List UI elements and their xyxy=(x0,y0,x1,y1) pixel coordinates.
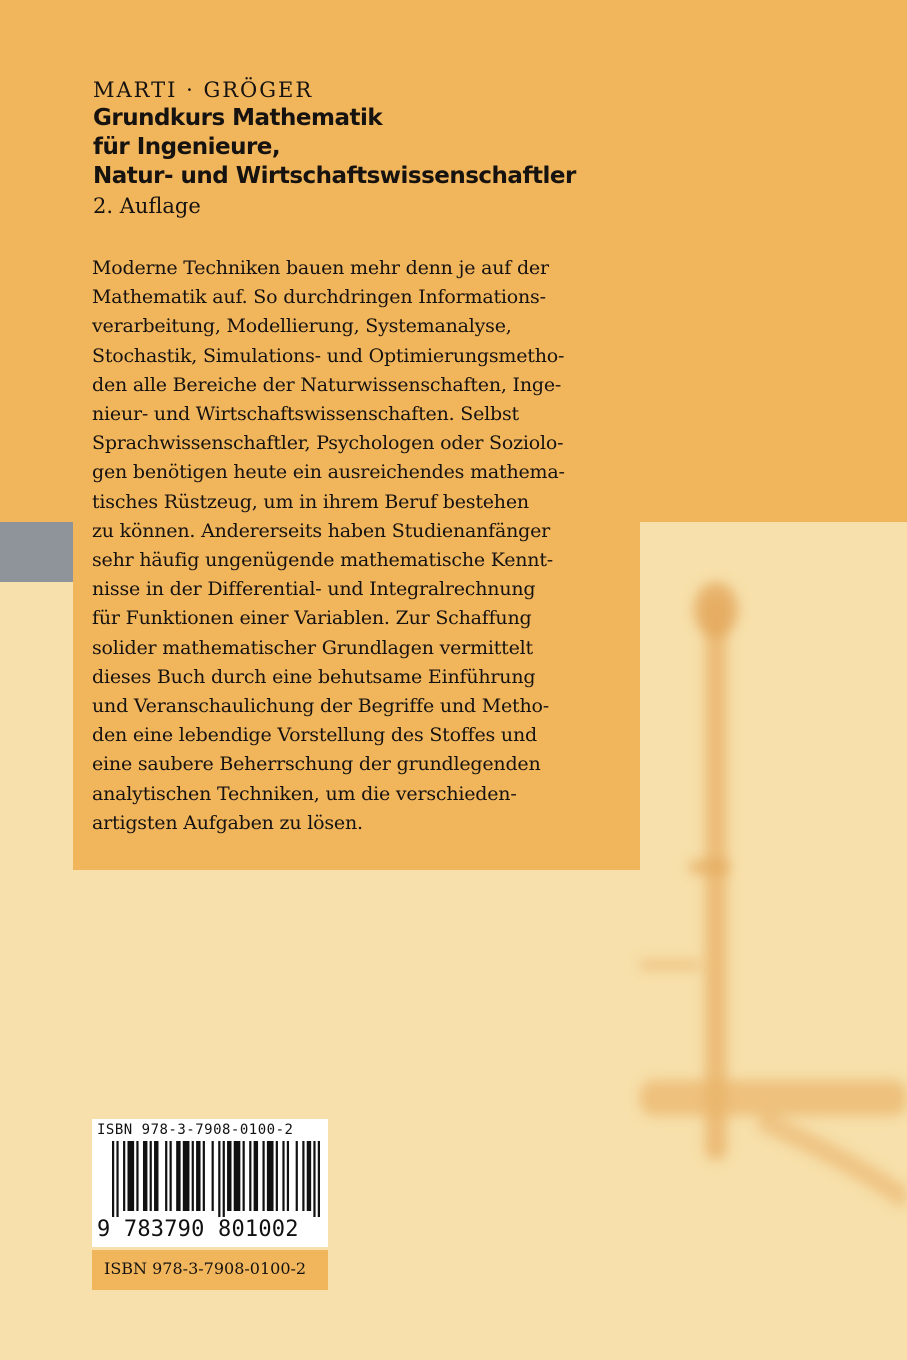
blurb-line: für Funktionen einer Variablen. Zur Schaffung xyxy=(92,607,532,630)
barcode-isbn-text: ISBN 978-3-7908-0100-2 xyxy=(97,1122,294,1138)
barcode-bar xyxy=(183,1141,190,1211)
blurred-background-object xyxy=(600,560,907,1340)
blurb-line: zu können. Andererseits haben Studienanfänger xyxy=(92,519,551,542)
blurb-line: Sprachwissenschaftler, Psychologen oder Soziolo- xyxy=(92,432,564,455)
blurb-text xyxy=(92,254,627,838)
barcode-bar xyxy=(212,1141,214,1211)
barcode-bar xyxy=(154,1141,158,1211)
barcode-bar xyxy=(223,1141,225,1217)
barcode xyxy=(92,1119,328,1247)
blurb-line: nisse in der Differential- und Integralrechnung xyxy=(92,578,536,601)
blurb-line: solider mathematischer Grundlagen vermittelt xyxy=(92,636,533,659)
barcode-bar xyxy=(234,1141,241,1211)
barcode-bar xyxy=(262,1141,264,1211)
barcode-bar xyxy=(218,1141,220,1217)
gray-spine-tab xyxy=(0,522,73,582)
barcode-bar xyxy=(165,1141,167,1211)
barcode-bar xyxy=(123,1141,125,1211)
book-title xyxy=(93,104,576,191)
blurb-line: analytischen Techniken, um die verschieden- xyxy=(92,782,517,805)
title-line: Natur- und Wirtschaftswissenschaftler xyxy=(93,163,576,189)
barcode-bar xyxy=(112,1141,114,1217)
barcode-bar xyxy=(287,1141,289,1211)
blurb-line: nieur- und Wirtschaftswissenschaften. Selbst xyxy=(92,403,519,426)
blurb-line: artigsten Aufgaben zu lösen. xyxy=(92,811,363,834)
blurb-line: den alle Bereiche der Naturwissenschaften, Inge- xyxy=(92,373,562,396)
barcode-bar xyxy=(196,1141,200,1211)
edition: 2. Auflage xyxy=(93,194,201,218)
blurb-line: verarbeitung, Modellierung, Systemanalyse, xyxy=(92,315,512,338)
title-line: Grundkurs Mathematik xyxy=(93,105,383,131)
isbn-label-text: ISBN 978-3-7908-0100-2 xyxy=(104,1259,307,1278)
barcode-bar xyxy=(318,1141,320,1217)
blurb-line: sehr häufig ungenügende mathematische Kennt- xyxy=(92,549,553,572)
title-line: für Ingenieure, xyxy=(93,134,281,160)
authors: MARTI · GRÖGER xyxy=(93,78,314,102)
barcode-bar xyxy=(176,1141,180,1211)
barcode-bar xyxy=(150,1141,152,1211)
blurb-line: und Veranschaulichung der Begriffe und Metho- xyxy=(92,695,549,718)
barcode-bar xyxy=(136,1141,138,1211)
barcode-bar xyxy=(249,1141,251,1211)
blurb-line: tisches Rüstzeug, um in ihrem Beruf bestehen xyxy=(92,490,529,513)
barcode-bar xyxy=(296,1141,298,1211)
barcode-bar xyxy=(307,1141,311,1211)
blurb-line: Mathematik auf. So durchdringen Informations- xyxy=(92,286,546,309)
barcode-bar xyxy=(203,1141,205,1211)
barcode-bar xyxy=(116,1141,118,1217)
barcode-bar xyxy=(313,1141,315,1217)
blurb-line: gen benötigen heute ein ausreichendes mathema- xyxy=(92,461,565,484)
barcode-bar xyxy=(227,1141,231,1211)
barcode-bar xyxy=(192,1141,194,1211)
blurb-line: dieses Buch durch eine behutsame Einführung xyxy=(92,665,536,688)
barcode-digits: 9 783790 801002 xyxy=(97,1217,299,1242)
barcode-bar xyxy=(243,1141,245,1211)
isbn-label xyxy=(92,1250,328,1290)
barcode-bars xyxy=(112,1141,320,1217)
barcode-bar xyxy=(276,1141,278,1211)
barcode-bar xyxy=(127,1141,134,1211)
barcode-bar xyxy=(267,1141,274,1211)
barcode-bar xyxy=(170,1141,172,1211)
blurb-line: den eine lebendige Vorstellung des Stoffes und xyxy=(92,724,537,747)
barcode-bar xyxy=(302,1141,304,1211)
barcode-bar xyxy=(254,1141,258,1211)
barcode-bar xyxy=(143,1141,147,1211)
blurb-line: eine saubere Beherrschung der grundlegenden xyxy=(92,753,541,776)
blurb-line: Stochastik, Simulations- und Optimierungsmetho- xyxy=(92,344,565,367)
barcode-bar xyxy=(282,1141,284,1211)
blurb-line: Moderne Techniken bauen mehr denn je auf der xyxy=(92,257,549,279)
